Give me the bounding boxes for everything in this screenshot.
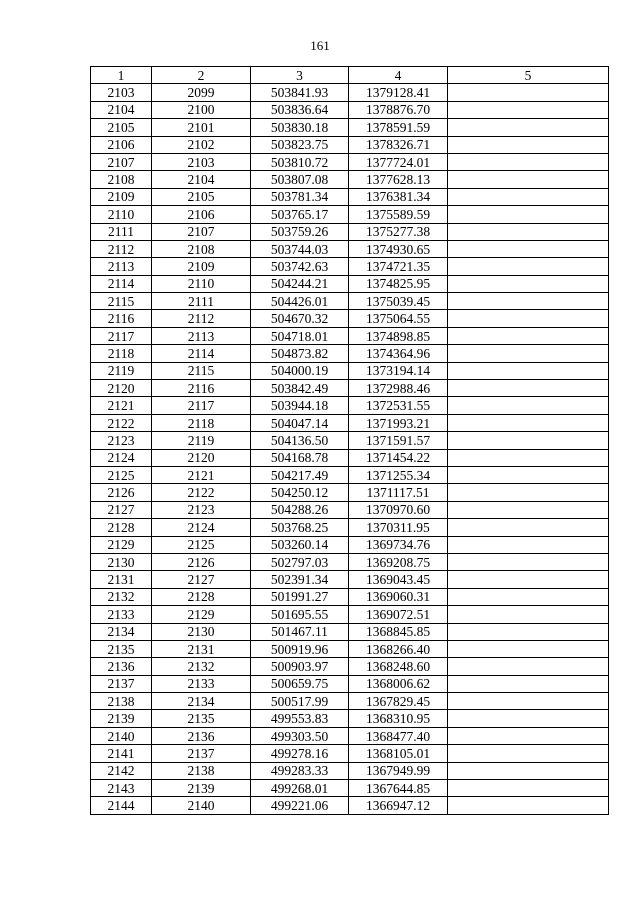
table-cell-col4: 1368310.95 bbox=[349, 710, 448, 727]
table-cell-col2: 2117 bbox=[152, 397, 251, 414]
table-row bbox=[91, 727, 609, 744]
table-cell-col2: 2106 bbox=[152, 206, 251, 223]
table-row bbox=[91, 693, 609, 710]
table-cell-col1: 2135 bbox=[91, 640, 152, 657]
table-cell-col5 bbox=[448, 484, 609, 501]
table-row bbox=[91, 606, 609, 623]
table-cell-col3: 503768.25 bbox=[251, 519, 349, 536]
table-row bbox=[91, 588, 609, 605]
table-cell-col1: 2111 bbox=[91, 223, 152, 240]
table-cell-col3: 499553.83 bbox=[251, 710, 349, 727]
table-cell-col1: 2139 bbox=[91, 710, 152, 727]
table-cell-col4: 1374930.65 bbox=[349, 240, 448, 257]
table-row bbox=[91, 380, 609, 397]
table-row bbox=[91, 345, 609, 362]
table-cell-col4: 1374721.35 bbox=[349, 258, 448, 275]
table-cell-col4: 1373194.14 bbox=[349, 362, 448, 379]
table-row bbox=[91, 136, 609, 153]
table-cell-col1: 2125 bbox=[91, 466, 152, 483]
table-cell-col3: 499221.06 bbox=[251, 797, 349, 814]
table-cell-col5 bbox=[448, 136, 609, 153]
table-cell-col1: 2136 bbox=[91, 658, 152, 675]
table-row bbox=[91, 710, 609, 727]
table-cell-col3: 499303.50 bbox=[251, 727, 349, 744]
table-cell-col3: 503742.63 bbox=[251, 258, 349, 275]
table-cell-col1: 2144 bbox=[91, 797, 152, 814]
table-cell-col1: 2113 bbox=[91, 258, 152, 275]
table-cell-col1: 2123 bbox=[91, 432, 152, 449]
table-cell-col3: 504244.21 bbox=[251, 275, 349, 292]
table-cell-col2: 2109 bbox=[152, 258, 251, 275]
table-cell-col3: 499278.16 bbox=[251, 745, 349, 762]
table-cell-col5 bbox=[448, 623, 609, 640]
table-cell-col2: 2108 bbox=[152, 240, 251, 257]
table-cell-col3: 499283.33 bbox=[251, 762, 349, 779]
table-cell-col2: 2099 bbox=[152, 84, 251, 101]
table-row bbox=[91, 797, 609, 814]
table-cell-col2: 2111 bbox=[152, 293, 251, 310]
table-cell-col5 bbox=[448, 762, 609, 779]
table-cell-col3: 503765.17 bbox=[251, 206, 349, 223]
table-cell-col1: 2143 bbox=[91, 780, 152, 797]
table-cell-col4: 1379128.41 bbox=[349, 84, 448, 101]
table-cell-col3: 503810.72 bbox=[251, 153, 349, 170]
table-cell-col3: 504136.50 bbox=[251, 432, 349, 449]
table-cell-col3: 504000.19 bbox=[251, 362, 349, 379]
table-cell-col5 bbox=[448, 380, 609, 397]
table-cell-col5 bbox=[448, 84, 609, 101]
table-cell-col3: 501991.27 bbox=[251, 588, 349, 605]
table-row bbox=[91, 84, 609, 101]
table-cell-col1: 2141 bbox=[91, 745, 152, 762]
table-cell-col5 bbox=[448, 258, 609, 275]
table-cell-col1: 2124 bbox=[91, 449, 152, 466]
table-row bbox=[91, 745, 609, 762]
table-cell-col2: 2103 bbox=[152, 153, 251, 170]
table-cell-col2: 2119 bbox=[152, 432, 251, 449]
table-row bbox=[91, 240, 609, 257]
table-cell-col5 bbox=[448, 275, 609, 292]
table-cell-col4: 1378591.59 bbox=[349, 119, 448, 136]
table-cell-col3: 503759.26 bbox=[251, 223, 349, 240]
table-cell-col4: 1367644.85 bbox=[349, 780, 448, 797]
table-cell-col3: 502391.34 bbox=[251, 571, 349, 588]
table-cell-col1: 2127 bbox=[91, 501, 152, 518]
table-cell-col1: 2121 bbox=[91, 397, 152, 414]
table-cell-col1: 2140 bbox=[91, 727, 152, 744]
table-cell-col4: 1375064.55 bbox=[349, 310, 448, 327]
table-cell-col2: 2112 bbox=[152, 310, 251, 327]
column-header-5: 5 bbox=[448, 67, 609, 84]
table-cell-col1: 2116 bbox=[91, 310, 152, 327]
coordinates-table bbox=[90, 66, 609, 815]
table-cell-col2: 2105 bbox=[152, 188, 251, 205]
table-cell-col1: 2108 bbox=[91, 171, 152, 188]
table-cell-col2: 2124 bbox=[152, 519, 251, 536]
table-cell-col2: 2104 bbox=[152, 171, 251, 188]
table-cell-col3: 503836.64 bbox=[251, 101, 349, 118]
table-cell-col2: 2135 bbox=[152, 710, 251, 727]
table-cell-col5 bbox=[448, 188, 609, 205]
table-cell-col4: 1374364.96 bbox=[349, 345, 448, 362]
table-cell-col4: 1375277.38 bbox=[349, 223, 448, 240]
table-cell-col2: 2114 bbox=[152, 345, 251, 362]
table-cell-col1: 2133 bbox=[91, 606, 152, 623]
table-cell-col2: 2116 bbox=[152, 380, 251, 397]
table-cell-col5 bbox=[448, 640, 609, 657]
table-cell-col3: 503823.75 bbox=[251, 136, 349, 153]
column-header-3: 3 bbox=[251, 67, 349, 84]
table-cell-col5 bbox=[448, 310, 609, 327]
table-cell-col2: 2137 bbox=[152, 745, 251, 762]
table-row bbox=[91, 171, 609, 188]
table-cell-col4: 1368266.40 bbox=[349, 640, 448, 657]
table-cell-col2: 2100 bbox=[152, 101, 251, 118]
table-cell-col5 bbox=[448, 536, 609, 553]
table-cell-col4: 1368248.60 bbox=[349, 658, 448, 675]
table-cell-col2: 2102 bbox=[152, 136, 251, 153]
table-cell-col2: 2126 bbox=[152, 553, 251, 570]
table-row bbox=[91, 327, 609, 344]
table-cell-col1: 2120 bbox=[91, 380, 152, 397]
table-cell-col1: 2126 bbox=[91, 484, 152, 501]
table-cell-col5 bbox=[448, 449, 609, 466]
table-cell-col2: 2134 bbox=[152, 693, 251, 710]
table-cell-col4: 1371454.22 bbox=[349, 449, 448, 466]
column-header-1: 1 bbox=[91, 67, 152, 84]
table-cell-col1: 2128 bbox=[91, 519, 152, 536]
table-cell-col4: 1376381.34 bbox=[349, 188, 448, 205]
table-cell-col4: 1372988.46 bbox=[349, 380, 448, 397]
table-cell-col2: 2110 bbox=[152, 275, 251, 292]
table-cell-col3: 504288.26 bbox=[251, 501, 349, 518]
table-cell-col4: 1374898.85 bbox=[349, 327, 448, 344]
table-cell-col3: 504670.32 bbox=[251, 310, 349, 327]
table-cell-col5 bbox=[448, 327, 609, 344]
table-cell-col4: 1375039.45 bbox=[349, 293, 448, 310]
table-row bbox=[91, 449, 609, 466]
table-cell-col3: 503260.14 bbox=[251, 536, 349, 553]
table-cell-col3: 504426.01 bbox=[251, 293, 349, 310]
table-row bbox=[91, 553, 609, 570]
table-row bbox=[91, 119, 609, 136]
table-cell-col1: 2107 bbox=[91, 153, 152, 170]
table-cell-col1: 2138 bbox=[91, 693, 152, 710]
table-cell-col1: 2137 bbox=[91, 675, 152, 692]
table-cell-col5 bbox=[448, 588, 609, 605]
table-row bbox=[91, 501, 609, 518]
table-cell-col2: 2130 bbox=[152, 623, 251, 640]
table-row bbox=[91, 206, 609, 223]
table-cell-col2: 2107 bbox=[152, 223, 251, 240]
table-cell-col5 bbox=[448, 101, 609, 118]
table-row bbox=[91, 223, 609, 240]
table-cell-col3: 503744.03 bbox=[251, 240, 349, 257]
table-cell-col3: 500919.96 bbox=[251, 640, 349, 657]
table-cell-col4: 1371117.51 bbox=[349, 484, 448, 501]
table-cell-col4: 1370311.95 bbox=[349, 519, 448, 536]
table-row bbox=[91, 310, 609, 327]
table-cell-col5 bbox=[448, 171, 609, 188]
table-cell-col5 bbox=[448, 710, 609, 727]
table-cell-col2: 2113 bbox=[152, 327, 251, 344]
table-cell-col3: 504047.14 bbox=[251, 414, 349, 431]
table-cell-col2: 2127 bbox=[152, 571, 251, 588]
table-cell-col5 bbox=[448, 675, 609, 692]
column-header-4: 4 bbox=[349, 67, 448, 84]
table-cell-col1: 2109 bbox=[91, 188, 152, 205]
table-row bbox=[91, 484, 609, 501]
table-cell-col2: 2129 bbox=[152, 606, 251, 623]
table-cell-col5 bbox=[448, 414, 609, 431]
table-cell-col2: 2136 bbox=[152, 727, 251, 744]
table-cell-col5 bbox=[448, 345, 609, 362]
table-cell-col1: 2103 bbox=[91, 84, 152, 101]
table-cell-col2: 2140 bbox=[152, 797, 251, 814]
table-cell-col2: 2101 bbox=[152, 119, 251, 136]
table-cell-col5 bbox=[448, 571, 609, 588]
table-cell-col2: 2122 bbox=[152, 484, 251, 501]
table-cell-col1: 2104 bbox=[91, 101, 152, 118]
table-row bbox=[91, 623, 609, 640]
table-cell-col4: 1366947.12 bbox=[349, 797, 448, 814]
table-row bbox=[91, 762, 609, 779]
table-cell-col4: 1371255.34 bbox=[349, 466, 448, 483]
table-header bbox=[91, 67, 609, 84]
table-cell-col5 bbox=[448, 606, 609, 623]
table-row bbox=[91, 101, 609, 118]
table-cell-col2: 2139 bbox=[152, 780, 251, 797]
table-row bbox=[91, 536, 609, 553]
table-cell-col3: 504250.12 bbox=[251, 484, 349, 501]
table-cell-col5 bbox=[448, 553, 609, 570]
table-cell-col5 bbox=[448, 658, 609, 675]
table-cell-col1: 2130 bbox=[91, 553, 152, 570]
table-cell-col1: 2119 bbox=[91, 362, 152, 379]
column-header-2: 2 bbox=[152, 67, 251, 84]
table-cell-col1: 2106 bbox=[91, 136, 152, 153]
table-cell-col3: 499268.01 bbox=[251, 780, 349, 797]
table-cell-col2: 2128 bbox=[152, 588, 251, 605]
table-row bbox=[91, 466, 609, 483]
table-cell-col4: 1369060.31 bbox=[349, 588, 448, 605]
table-cell-col1: 2134 bbox=[91, 623, 152, 640]
table-row bbox=[91, 362, 609, 379]
table-cell-col3: 503842.49 bbox=[251, 380, 349, 397]
table-row bbox=[91, 675, 609, 692]
table-row bbox=[91, 780, 609, 797]
table-cell-col3: 503830.18 bbox=[251, 119, 349, 136]
table-row bbox=[91, 188, 609, 205]
table-cell-col5 bbox=[448, 745, 609, 762]
table-cell-col4: 1374825.95 bbox=[349, 275, 448, 292]
table-cell-col3: 502797.03 bbox=[251, 553, 349, 570]
table-cell-col4: 1371591.57 bbox=[349, 432, 448, 449]
table-cell-col1: 2110 bbox=[91, 206, 152, 223]
table-cell-col1: 2115 bbox=[91, 293, 152, 310]
table-row bbox=[91, 658, 609, 675]
table-cell-col5 bbox=[448, 240, 609, 257]
table-cell-col4: 1368845.85 bbox=[349, 623, 448, 640]
table-cell-col5 bbox=[448, 293, 609, 310]
table-row bbox=[91, 571, 609, 588]
table-cell-col4: 1369208.75 bbox=[349, 553, 448, 570]
table-body bbox=[91, 84, 609, 814]
page-number: 161 bbox=[310, 38, 330, 53]
table-cell-col5 bbox=[448, 693, 609, 710]
table-cell-col4: 1377724.01 bbox=[349, 153, 448, 170]
table-cell-col3: 500903.97 bbox=[251, 658, 349, 675]
table-row bbox=[91, 414, 609, 431]
table-cell-col1: 2132 bbox=[91, 588, 152, 605]
table-cell-col4: 1375589.59 bbox=[349, 206, 448, 223]
table-cell-col2: 2131 bbox=[152, 640, 251, 657]
table-cell-col5 bbox=[448, 119, 609, 136]
table-cell-col1: 2112 bbox=[91, 240, 152, 257]
table-cell-col4: 1371993.21 bbox=[349, 414, 448, 431]
table-cell-col5 bbox=[448, 153, 609, 170]
table-cell-col4: 1369072.51 bbox=[349, 606, 448, 623]
table-cell-col4: 1378876.70 bbox=[349, 101, 448, 118]
table-cell-col3: 503807.08 bbox=[251, 171, 349, 188]
table-cell-col2: 2118 bbox=[152, 414, 251, 431]
table-cell-col3: 504873.82 bbox=[251, 345, 349, 362]
table-row bbox=[91, 640, 609, 657]
table-row bbox=[91, 519, 609, 536]
table-row bbox=[91, 258, 609, 275]
table-cell-col3: 504168.78 bbox=[251, 449, 349, 466]
table-cell-col5 bbox=[448, 362, 609, 379]
table-cell-col4: 1367949.99 bbox=[349, 762, 448, 779]
table-cell-col4: 1370970.60 bbox=[349, 501, 448, 518]
table-cell-col3: 500517.99 bbox=[251, 693, 349, 710]
table-cell-col1: 2105 bbox=[91, 119, 152, 136]
table-cell-col2: 2120 bbox=[152, 449, 251, 466]
table-cell-col5 bbox=[448, 397, 609, 414]
table-cell-col2: 2132 bbox=[152, 658, 251, 675]
table-cell-col2: 2123 bbox=[152, 501, 251, 518]
table-cell-col3: 501467.11 bbox=[251, 623, 349, 640]
table-cell-col5 bbox=[448, 206, 609, 223]
table-cell-col3: 503841.93 bbox=[251, 84, 349, 101]
table-cell-col1: 2117 bbox=[91, 327, 152, 344]
table-cell-col5 bbox=[448, 432, 609, 449]
table-cell-col3: 500659.75 bbox=[251, 675, 349, 692]
table-cell-col5 bbox=[448, 727, 609, 744]
table-cell-col4: 1378326.71 bbox=[349, 136, 448, 153]
table-cell-col3: 503944.18 bbox=[251, 397, 349, 414]
table-cell-col4: 1369043.45 bbox=[349, 571, 448, 588]
table-cell-col2: 2138 bbox=[152, 762, 251, 779]
table-cell-col5 bbox=[448, 466, 609, 483]
table-cell-col3: 504217.49 bbox=[251, 466, 349, 483]
table-cell-col1: 2142 bbox=[91, 762, 152, 779]
table-row bbox=[91, 397, 609, 414]
header-row bbox=[91, 67, 609, 84]
table-cell-col3: 504718.01 bbox=[251, 327, 349, 344]
table-cell-col1: 2129 bbox=[91, 536, 152, 553]
table-cell-col5 bbox=[448, 780, 609, 797]
table-cell-col4: 1368477.40 bbox=[349, 727, 448, 744]
table-cell-col5 bbox=[448, 223, 609, 240]
table-cell-col3: 503781.34 bbox=[251, 188, 349, 205]
table-cell-col1: 2122 bbox=[91, 414, 152, 431]
table-cell-col3: 501695.55 bbox=[251, 606, 349, 623]
table-cell-col1: 2118 bbox=[91, 345, 152, 362]
table-row bbox=[91, 293, 609, 310]
table-cell-col2: 2133 bbox=[152, 675, 251, 692]
table-cell-col2: 2125 bbox=[152, 536, 251, 553]
table-row bbox=[91, 275, 609, 292]
table-cell-col5 bbox=[448, 519, 609, 536]
table-row bbox=[91, 153, 609, 170]
table-cell-col1: 2114 bbox=[91, 275, 152, 292]
table-cell-col2: 2115 bbox=[152, 362, 251, 379]
table-cell-col4: 1372531.55 bbox=[349, 397, 448, 414]
table-cell-col4: 1377628.13 bbox=[349, 171, 448, 188]
table-cell-col4: 1368006.62 bbox=[349, 675, 448, 692]
table-cell-col4: 1368105.01 bbox=[349, 745, 448, 762]
table-cell-col1: 2131 bbox=[91, 571, 152, 588]
table-row bbox=[91, 432, 609, 449]
table-cell-col2: 2121 bbox=[152, 466, 251, 483]
table-cell-col4: 1369734.76 bbox=[349, 536, 448, 553]
table-cell-col5 bbox=[448, 501, 609, 518]
table-cell-col4: 1367829.45 bbox=[349, 693, 448, 710]
table-cell-col5 bbox=[448, 797, 609, 814]
